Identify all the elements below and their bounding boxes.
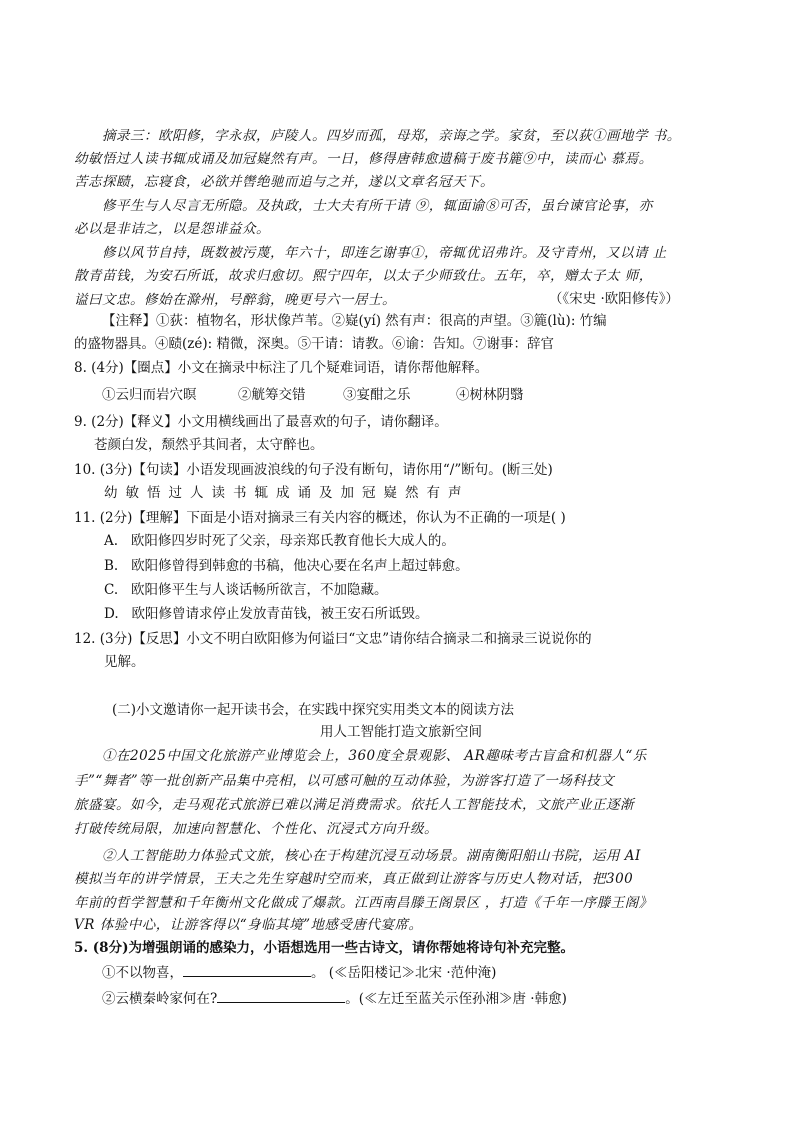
p1-line-3: 旅盛宴。如今，走马观花式旅游已难以满足消费需求。依托人工智能技术，文旅产业正逐渐 — [74, 797, 634, 813]
p1-line-2: 手”“舞者”等一批创新产品集中亮相，以可感可触的互动体验，为游客打造了一场科技文 — [74, 773, 615, 789]
p1-line-4: 打破传统局限，加速向智慧化、个性化、沉浸式方向升级。 — [74, 821, 438, 837]
q11-option-c — [104, 580, 388, 600]
source-citation: （《宋史 ·欧阳修传》） — [548, 291, 679, 307]
p2-line-1: ②人工智能助力体验式文旅，核心在于构建沉浸互动场景。湖南衡阳船山书院，运用 AI — [102, 848, 641, 864]
answer-blank[interactable] — [183, 962, 311, 977]
notes-line-2: 的盛物器具。④赜(zé): 精微，深奥。⑤干请：请教。⑥谕：告知。⑦谢事：辞官 — [74, 336, 554, 352]
q5-item-1-prefix: ①不以物喜， — [102, 965, 183, 981]
q11-option-letter: B. — [104, 558, 119, 574]
q8-item-1: ①云归而岩穴暝 — [102, 387, 197, 403]
q8-item-2: ②觥筹交错 — [238, 387, 306, 403]
p2-line-4: VR 体验中心，让游客得以“身临其境”地感受唐代宴席。 — [74, 917, 423, 933]
excerpt-line-8: 谥曰文忠。修始在滁州，号醉翁，晚更号六一居士。 — [74, 292, 396, 308]
p2-line-2: 模拟当年的讲学情景，王夫之先生穿越时空而来，真正做到让游客与历史人物对话，把300 — [74, 871, 634, 887]
question-5-stem: 5. (8分)为增强朗诵的感染力，小语想选用一些古诗文，请你帮她将诗句补充完整。 — [74, 940, 574, 956]
q8-item-4: ④树林阴翳 — [456, 387, 524, 403]
q11-option-d — [104, 604, 429, 624]
question-9-stem: 9. (2分)【释义】小文用横线画出了最喜欢的句子，请你翻译。 — [74, 414, 448, 430]
excerpt-line-1: 摘录三：欧阳修，字永叔，庐陵人。四岁而孤，母郑，亲诲之学。家贫，至以荻①画地学 书。 — [102, 128, 681, 144]
q5-item-1 — [102, 962, 496, 983]
q11-option-letter: C. — [104, 582, 119, 598]
q8-item-3: ③宴酣之乐 — [343, 387, 411, 403]
article-title: 用人工智能打造文旅新空间 — [320, 724, 482, 740]
question-8-stem: 8. (4分)【圈点】小文在摘录中标注了几个疑难词语，请你帮他解释。 — [74, 360, 489, 376]
excerpt-line-4: 修平生与人尽言无所隐。及执政，士大夫有所干请 ⑨，辄面谕⑧可否，虽台谏官论事，亦 — [102, 198, 653, 214]
q11-option-letter: A. — [104, 533, 119, 549]
q11-option-text: 欧阳修曾得到韩愈的书稿，他决心要在名声上超过韩愈。 — [131, 558, 469, 574]
q5-item-2 — [102, 988, 567, 1009]
q5-item-2-suffix: 。(≪左迁至蓝关示侄孙湘≫唐 ·韩愈) — [345, 991, 567, 1007]
q9-sentence: 苍颜白发，颓然乎其间者，太守醉也。 — [94, 437, 324, 453]
answer-blank[interactable] — [217, 988, 345, 1003]
question-12-line-2: 见解。 — [104, 654, 145, 670]
notes-line-1: 【注释】①荻：植物名，形状像芦苇。②嶷(yí) 然有声：很高的声望。③簏(lù): 竹编 — [102, 313, 607, 329]
question-11-stem: 11. (2分)【理解】下面是小语对摘录三有关内容的概述，你认为不正确的一项是( ) — [74, 510, 566, 526]
q10-sentence: 幼敏悟过人读书辄成诵及加冠嶷然有声 — [104, 485, 470, 501]
q5-item-1-suffix: 。 (≪岳阳楼记≫北宋 ·范仲淹) — [311, 965, 497, 981]
excerpt-line-6: 修以风节自持，既数被污蔑，年六十，即连乞谢事①，帝辄优诏弗许。及守青州，又以请 止 — [102, 245, 667, 261]
excerpt-line-3: 苦志探赜，忘寝食，必欲并辔绝驰而追与之并，遂以文章名冠天下。 — [74, 174, 494, 190]
part-two-intro: (二)小文邀请你一起开读书会，在实践中探究实用类文本的阅读方法 — [112, 702, 515, 718]
q11-option-a — [104, 531, 455, 551]
excerpt-line-5: 必以是非诘之，以是怨诽益众。 — [74, 221, 270, 237]
excerpt-line-2: 幼敏悟过人读书辄成诵及加冠嶷然有声。一日，修得唐韩愈遗稿于废书簏⑨中，读而心 慕焉。 — [74, 151, 653, 167]
question-12-line-1: 12. (3分)【反思】小文不明白欧阳修为何谥曰“文忠”请你结合摘录二和摘录三说说你的 — [74, 631, 592, 647]
question-10-stem: 10. (3分)【句读】小语发现画波浪线的句子没有断句，请你用“/”断句。(断三处) — [74, 462, 553, 478]
excerpt-line-7: 散青苗钱，为安石所诋，故求归愈切。熙宁四年，以太子少师致仕。五年，卒，赠太子太 师， — [74, 268, 653, 284]
q5-item-2-prefix: ②云横秦岭家何在? — [102, 991, 218, 1007]
q11-option-text: 欧阳修四岁时死了父亲，母亲郑氏教育他长大成人的。 — [130, 533, 455, 549]
p1-line-1: ①在2025中国文化旅游产业博览会上，360度全景观影、 AR趣味考古盲盒和机器人“乐 — [102, 748, 647, 764]
q11-option-text: 欧阳修曾请求停止发放青苗钱，被王安石所诋毁。 — [131, 606, 429, 622]
q11-option-text: 欧阳修平生与人谈话畅所欲言，不加隐藏。 — [131, 582, 388, 598]
q11-option-letter: D. — [104, 606, 119, 622]
q11-option-b — [104, 556, 469, 576]
p2-line-3: 年前的哲学智慧和千年衡州文化做成了爆款。江西南昌滕王阁景区 ，打造《千年一序滕王阁》 — [74, 895, 653, 911]
